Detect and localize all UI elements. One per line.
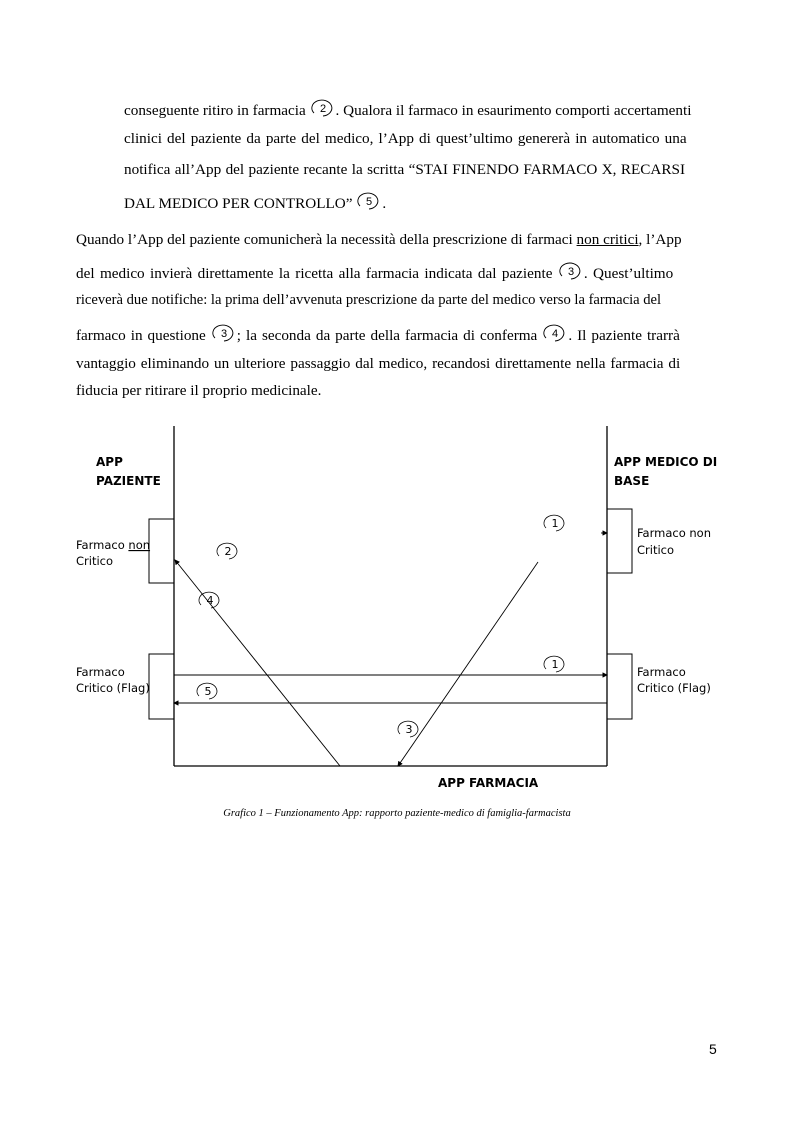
p2-text: Quando l’App del paziente comunicherà la necessità della prescrizione di farmaci [76,231,573,248]
p2-text: farmaco in questione [76,327,206,344]
left-critico-label: Farmaco [76,665,125,679]
p2-line-2 [76,262,673,283]
app-farmacia-title: APP FARMACIA [438,776,539,790]
app-paziente-title: APP [96,455,123,469]
svg-text:4: 4 [206,594,214,607]
marker-num: 3 [567,266,574,278]
step-marker-2 [311,99,335,117]
app-medico-title: BASE [614,474,650,488]
marker-1-mid [544,656,564,672]
right-noncritico-box [607,509,632,573]
step-marker-3 [559,262,583,280]
p2-line-5: vantaggio eliminando un ulteriore passaggio dal medico, recandosi direttamente nella farmacia di [76,355,681,372]
p2-text: , l’App [638,231,682,248]
left-critico-box [149,654,174,719]
marker-num: 4 [552,328,559,340]
marker-5 [197,683,217,699]
p2-underlined: non critici [576,231,639,248]
svg-text:5: 5 [204,685,212,698]
p1-text: . [382,195,387,212]
p2-text: . Quest’ultimo [583,265,674,282]
right-noncritico-label: Farmaco non [637,526,712,540]
flow-diagram [0,420,794,820]
svg-text:1: 1 [551,658,559,671]
right-critico-box [607,654,632,719]
marker-num: 2 [319,103,326,115]
p1-line-3: notifica all’App del paziente recante la scritta “STAI FINENDO FARMACO X, RECARSI [124,161,686,178]
svg-text:1: 1 [551,517,559,530]
step-marker-4 [543,324,567,342]
p2-text: ; la seconda da parte della farmacia di conferma [236,327,538,344]
p1-line-1 [124,99,691,120]
left-noncritico-label: Farmaco non [76,538,151,552]
app-paziente-title: PAZIENTE [96,474,161,488]
left-critico-label: Critico (Flag) [76,681,150,695]
marker-2 [217,543,237,559]
p2-text: del medico invierà direttamente la ricetta alla farmacia indicata dal paziente [76,265,553,282]
p2-line-6: fiducia per ritirare il proprio medicinale. [76,382,322,399]
p1-line-4 [124,192,386,213]
arrow-1-top [398,562,538,766]
step-marker-3b [212,324,236,342]
p1-text: . Qualora il farmaco in esaurimento comporti accertamenti [335,102,692,119]
step-marker-5 [357,192,381,210]
p2-line-3: riceverà due notifiche: la prima dell’avvenuta prescrizione da parte del medico verso la farmacia del [76,292,662,308]
p2-line-1 [76,231,682,249]
marker-1-top [544,515,564,531]
p1-text: conseguente ritiro in farmacia [124,102,306,119]
svg-text:2: 2 [224,545,232,558]
p2-line-4 [76,324,680,345]
marker-4 [199,592,219,608]
right-critico-label: Critico (Flag) [637,681,711,695]
right-noncritico-label: Critico [637,543,675,557]
p1-line-2: clinici del paziente da parte del medico, l’App di quest’ultimo genererà in automatico una [124,130,687,147]
left-noncritico-label-2: Critico [76,554,114,568]
p1-text: DAL MEDICO PER CONTROLLO” [124,195,353,212]
left-noncritico-box [149,519,174,583]
p2-text: . Il paziente trarrà [568,327,680,344]
page-number: 5 [709,1041,717,1057]
marker-num: 5 [366,196,373,208]
svg-text:3: 3 [405,723,413,736]
arrow-4 [175,560,340,766]
figure-caption: Grafico 1 – Funzionamento App: rapporto paziente-medico di famiglia-farmacista [223,808,571,819]
right-critico-label: Farmaco [637,665,686,679]
app-medico-title: APP MEDICO DI [614,455,718,469]
marker-num: 3 [220,328,227,340]
marker-3 [398,721,418,737]
